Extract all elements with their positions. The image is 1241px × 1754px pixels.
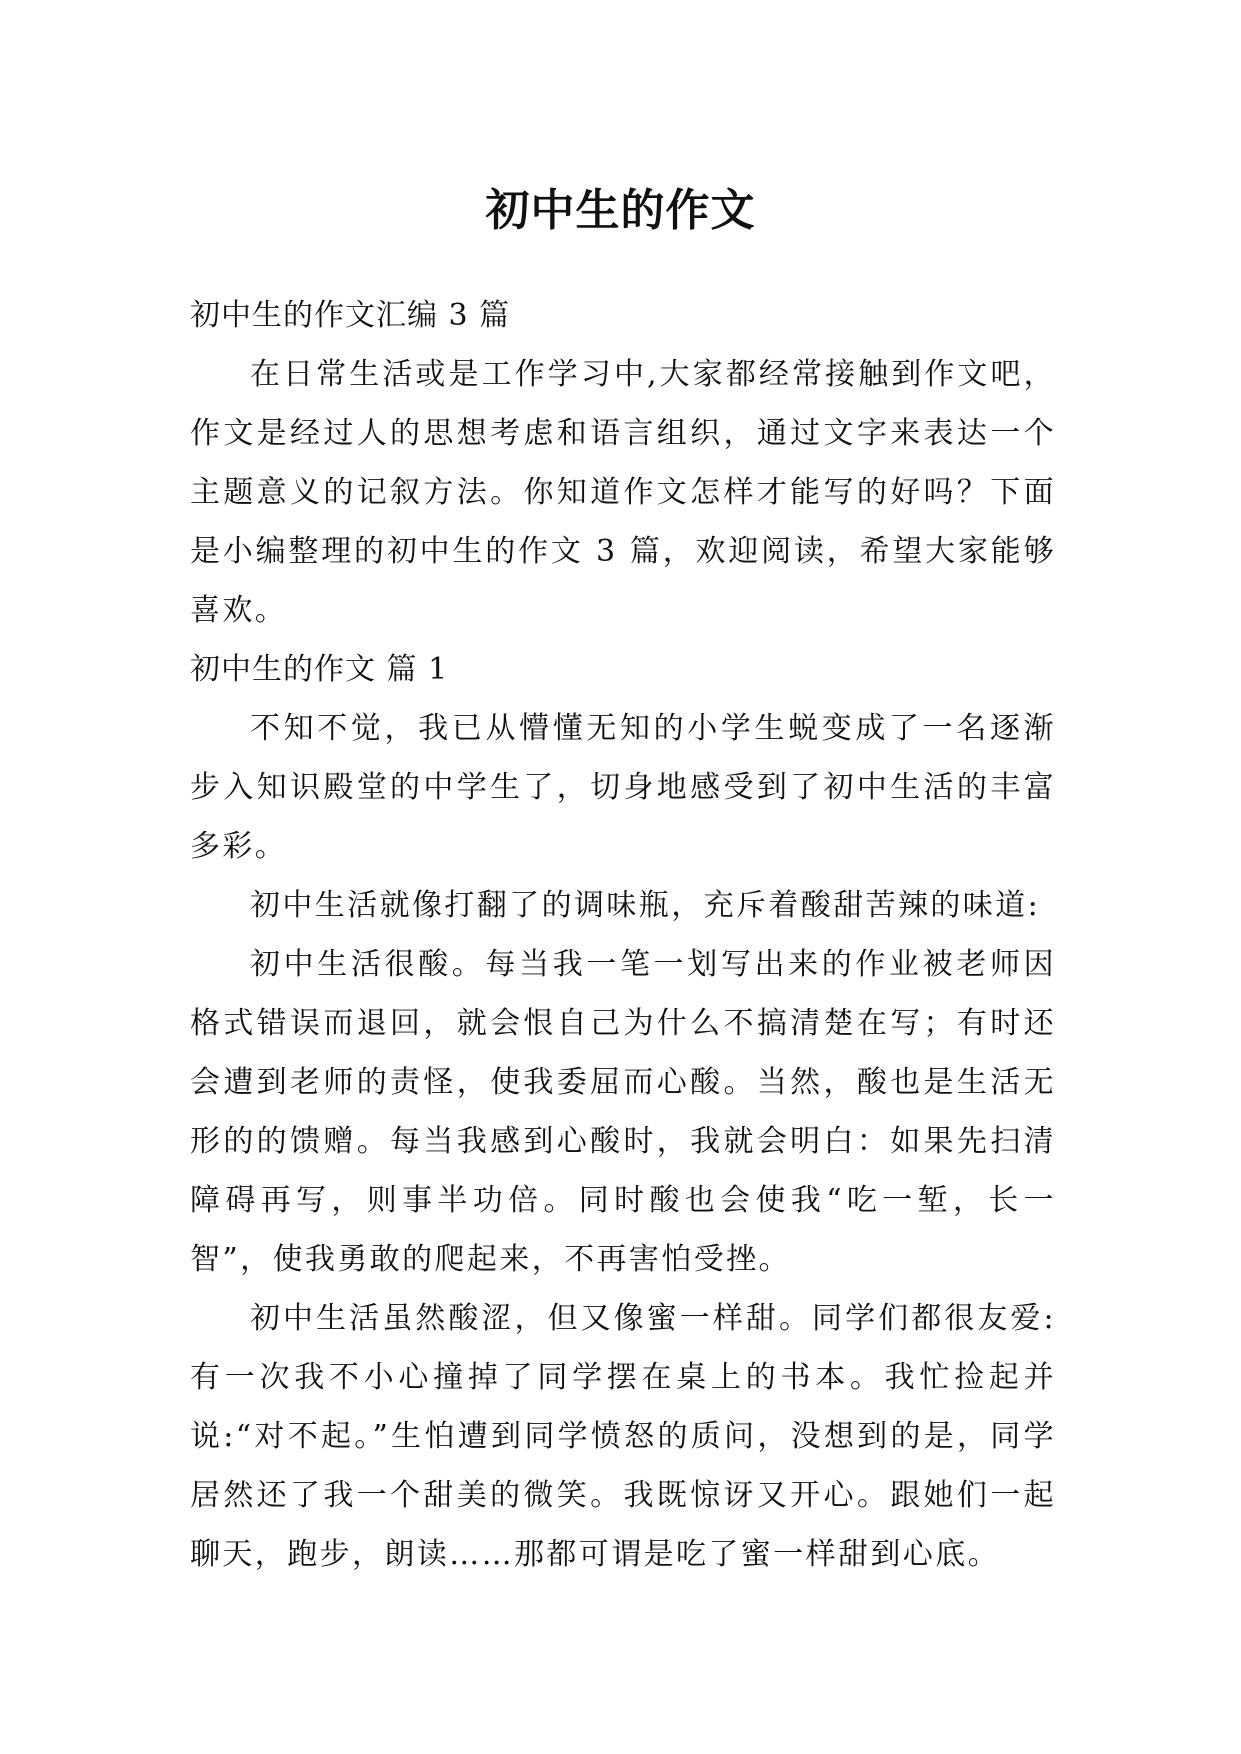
intro-paragraph: 在日常生活或是工作学习中,大家都经常接触到作文吧，作文是经过人的思想考虑和语言组织，通过文字来表达一个主题意义的记叙方法。你知道作文怎样才能写的好吗？下面是小编整理的初中生的作文 3 篇，欢迎阅读，希望大家能够喜欢。 bbox=[190, 357, 1056, 628]
body-paragraph: 初中生活很酸。每当我一笔一划写出来的作业被老师因格式错误而退回，就会恨自己为什么不搞清楚在写；有时还会遭到老师的责怪，使我委屈而心酸。当然，酸也是生活无形的的馈赠。每当我感到心酸时，我就会明白：如果先扫清障碍再写，则事半功倍。同时酸也会使我“吃一堑，长一智”，使我勇敢的爬起来，不再害怕受挫。 bbox=[190, 947, 1056, 1277]
body-paragraph: 不知不觉，我已从懵懂无知的小学生蜕变成了一名逐渐步入知识殿堂的中学生了，切身地感受到了初中生活的丰富多彩。 bbox=[190, 711, 1056, 864]
document-body bbox=[190, 286, 1056, 1584]
body-paragraph: 初中生活虽然酸涩，但又像蜜一样甜。同学们都很友爱:有一次我不小心撞掉了同学摆在桌上的书本。我忙捡起并说:“对不起。”生怕遭到同学愤怒的质问，没想到的是，同学居然还了我一个甜美的微笑。我既惊讶又开心。跟她们一起聊天，跑步，朗读……那都可谓是吃了蜜一样甜到心底。 bbox=[190, 1301, 1056, 1572]
body-paragraph: 初中生活就像打翻了的调味瓶，充斥着酸甜苦辣的味道: bbox=[250, 888, 1041, 923]
document-subtitle: 初中生的作文汇编 3 篇 bbox=[190, 298, 511, 333]
document-title: 初中生的作文 bbox=[485, 185, 756, 237]
section-heading: 初中生的作文 篇 1 bbox=[190, 652, 449, 687]
